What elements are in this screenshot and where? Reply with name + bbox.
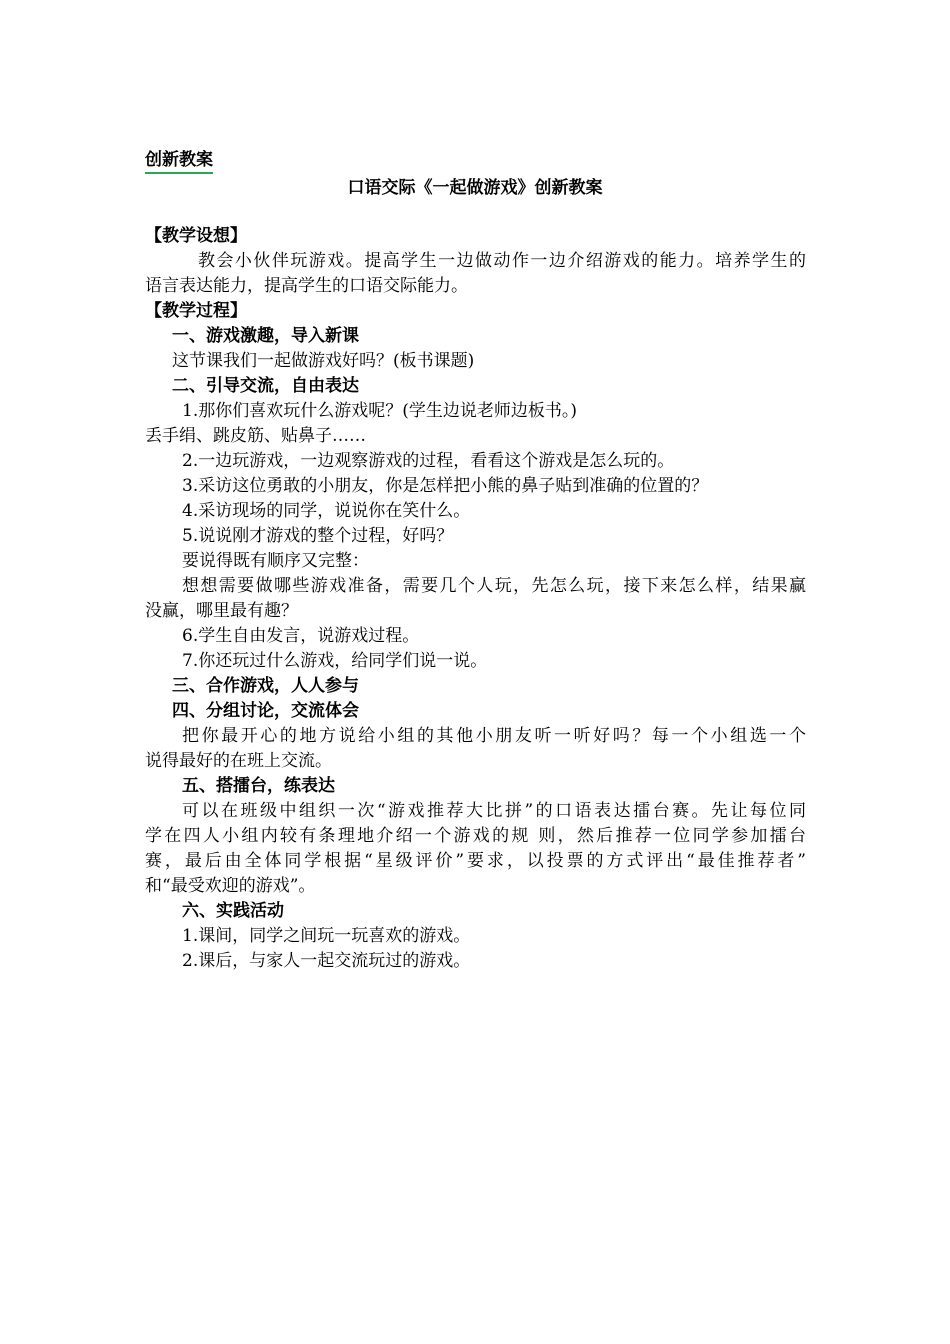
paragraph-line: 教会小伙伴玩游戏。提高学生一边做动作一边介绍游戏的能力。培养学生的 — [198, 251, 806, 271]
paragraph-line: 语言表达能力，提高学生的口语交际能力。 — [145, 276, 468, 296]
paragraph-line: 想想需要做哪些游戏准备，需要几个人玩，先怎么玩，接下来怎么样，结果赢 — [182, 576, 806, 596]
paragraph-line: 这节课我们一起做游戏好吗？(板书课题) — [172, 351, 475, 371]
step-heading-1: 一、游戏激趣，导入新课 — [172, 326, 359, 346]
step-heading-6: 六、实践活动 — [182, 901, 284, 921]
paragraph-line: 没赢，哪里最有趣？ — [145, 601, 298, 621]
paragraph-line: 要说得既有顺序又完整： — [182, 551, 369, 571]
paragraph-line: 学在四人小组内较有条理地介绍一个游戏的规 则，然后推荐一位同学参加擂台 — [145, 826, 806, 846]
paragraph-line: 和“最受欢迎的游戏”。 — [145, 876, 316, 896]
step-heading-2: 二、引导交流，自由表达 — [172, 376, 359, 396]
list-item: 7.你还玩过什么游戏，给同学们说一说。 — [182, 651, 488, 671]
step-heading-3: 三、合作游戏，人人参与 — [172, 676, 359, 696]
step-heading-5: 五、搭擂台，练表达 — [182, 776, 335, 796]
paragraph-line: 赛，最后由全体同学根据“星级评价”要求，以投票的方式评出“最佳推荐者” — [145, 851, 806, 871]
list-item: 3.采访这位勇敢的小朋友，你是怎样把小熊的鼻子贴到准确的位置的？ — [182, 476, 709, 496]
list-item: 6.学生自由发言，说游戏过程。 — [182, 626, 420, 646]
header-label: 创新教案 — [145, 149, 213, 174]
paragraph-line: 丢手绢、跳皮筋、贴鼻子…… — [145, 426, 366, 446]
paragraph-line: 把你最开心的地方说给小组的其他小朋友听一听好吗？每一个小组选一个 — [182, 726, 806, 746]
section-heading-design: 【教学设想】 — [145, 226, 247, 246]
section-heading-process: 【教学过程】 — [145, 301, 247, 321]
list-item: 1.课间，同学之间玩一玩喜欢的游戏。 — [182, 926, 471, 946]
list-item: 1.那你们喜欢玩什么游戏呢？(学生边说老师边板书。) — [182, 401, 577, 421]
document-title: 口语交际《一起做游戏》创新教案 — [347, 178, 603, 198]
list-item: 4.采访现场的同学，说说你在笑什么。 — [182, 501, 471, 521]
step-heading-4: 四、分组讨论，交流体会 — [172, 701, 359, 721]
paragraph-line: 说得最好的在班上交流。 — [145, 751, 332, 771]
paragraph-line: 可以在班级中组织一次“游戏推荐大比拼”的口语表达擂台赛。先让每位同 — [182, 801, 806, 821]
list-item: 2.一边玩游戏，一边观察游戏的过程，看看这个游戏是怎么玩的。 — [182, 451, 675, 471]
list-item: 5.说说刚才游戏的整个过程，好吗？ — [182, 526, 454, 546]
list-item: 2.课后，与家人一起交流玩过的游戏。 — [182, 951, 471, 971]
